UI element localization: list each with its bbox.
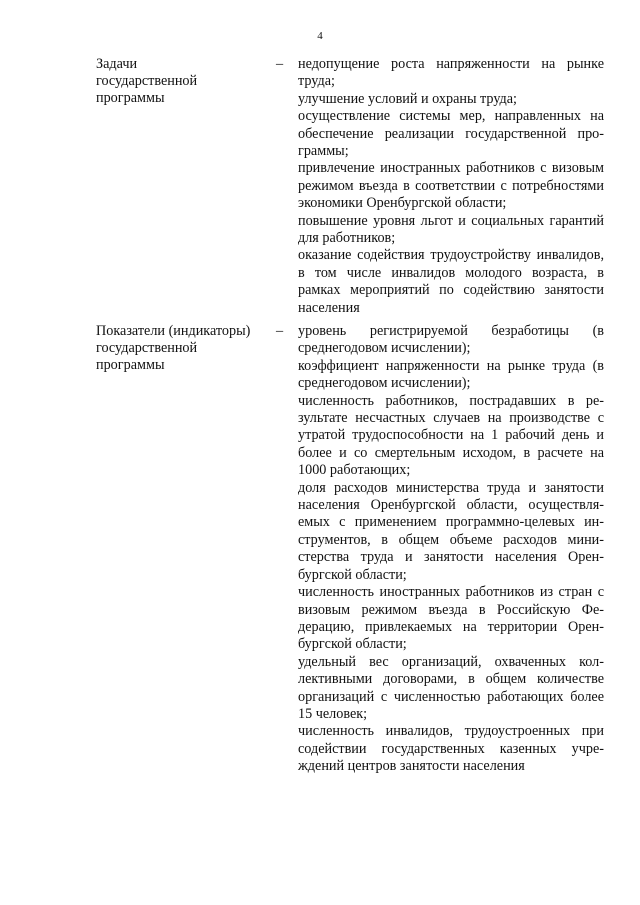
- list-item: численность инвалидов, трудоустроенных при содействии государственных казенных учреждений центров занятости населения: [298, 723, 604, 775]
- section-items: [298, 56, 604, 317]
- list-item: оказание содействия трудоустройству инвалидов, в том числе инвалидов молодого возраста, в рамках мероприятий по содействию занятости населения: [298, 247, 604, 316]
- list-item: осуществление системы мер, направленных на обеспечение реализации государственной программы;: [298, 108, 604, 160]
- list-item: уровень регистрируемой безработицы (в среднегодовом исчислении);: [298, 323, 604, 357]
- list-item: улучшение условий и охраны труда;: [298, 90, 517, 107]
- page-number: 4: [317, 30, 323, 42]
- list-item: численность работников, пострадавших в результате несчастных случаев на производстве с утратой трудоспособности на 1 рабочий день и более и со смертельным исходом, в расчете на 1000 работающих;: [298, 392, 604, 479]
- section-label: Показатели (индикаторы) государственной программы: [96, 323, 251, 373]
- list-item: повышение уровня льгот и социальных гарантий для работников;: [298, 212, 604, 247]
- section-dash: –: [276, 323, 284, 339]
- list-item: доля расходов министерства труда и занятости населения Оренбургской области, осуществляемых с применением программно-целевых инструментов, в общем объеме расходов министерства труда и занятости населения Оренбургской области;: [298, 479, 604, 583]
- section-items: [298, 323, 604, 776]
- list-item: недопущение роста напряженности на рынке труда;: [298, 56, 604, 90]
- list-item: удельный вес организаций, охваченных коллективными договорами, в общем количестве организаций с численностью работающих более 15 человек;: [298, 653, 604, 722]
- section-label: Задачи государственной программы: [96, 56, 198, 106]
- list-item: привлечение иностранных работников с визовым режимом въезда в соответствии с потребностями экономики Оренбургской области;: [298, 160, 604, 212]
- section-dash: –: [276, 56, 284, 72]
- list-item: численность иностранных работников из стран с визовым режимом въезда в Российскую Федерацию, привлекаемых на территории Оренбургской области;: [298, 584, 604, 653]
- list-item: коэффициент напряженности на рынке труда (в среднегодовом исчислении);: [298, 357, 604, 392]
